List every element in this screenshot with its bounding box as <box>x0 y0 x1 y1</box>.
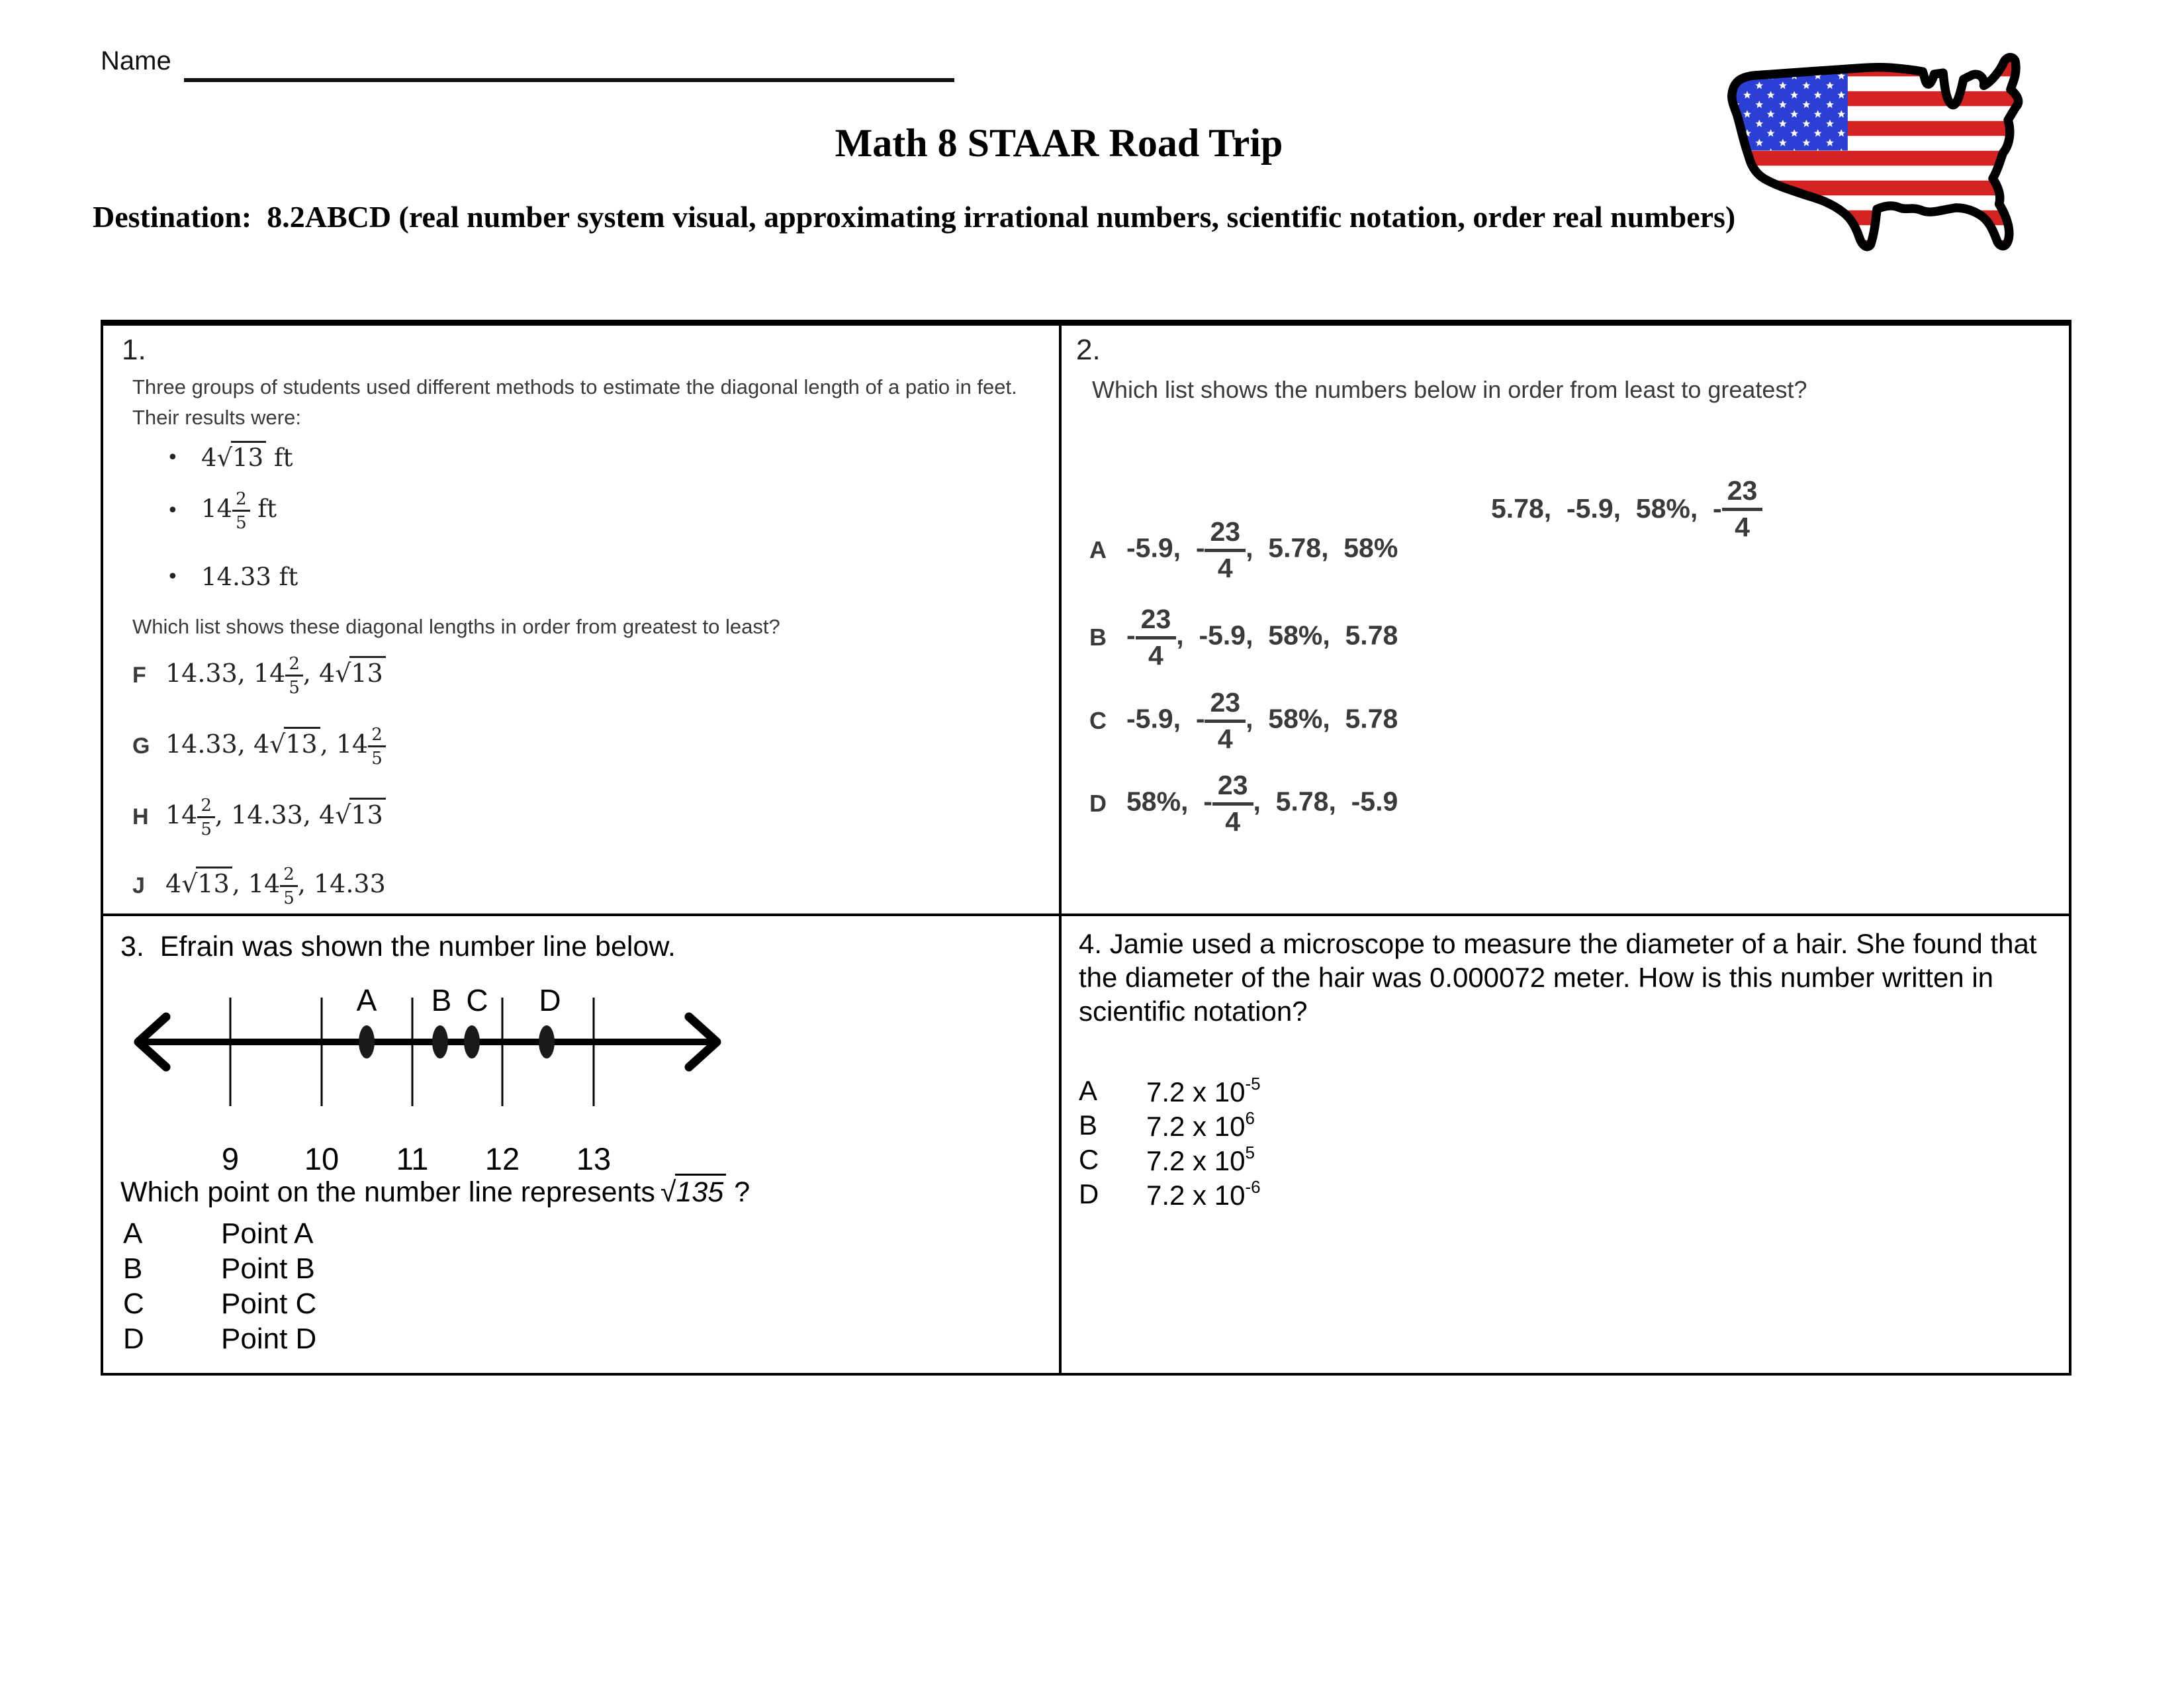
answer-option-B: B Point B <box>123 1252 315 1285</box>
questions-table <box>101 320 2071 1376</box>
bullet-item: • 4√13 ft <box>167 444 293 472</box>
answer-option-J: J 4√13 , 14 $\frac{2}{5}$ , 14.33 <box>132 865 386 908</box>
name-label: Name <box>101 46 171 75</box>
question-2-number: 2. <box>1076 334 1101 366</box>
question-4-text: 4. Jamie used a microscope to measure the diameter of a hair. She found that the diameter of the hair was 0.000072 meter. How is this number written in scientific notation? <box>1079 928 2037 1027</box>
answer-option-B: B - $\frac{23}{4}$ , -5.9, 58%, 5.78 <box>1089 604 1398 671</box>
question-3-question: Which point on the number line represents √135 ? <box>120 1176 750 1209</box>
answer-option-A: A Point A <box>123 1217 314 1250</box>
question-1-question: Which list shows these diagonal lengths in order from greatest to least? <box>132 615 780 638</box>
point-D-label: D <box>539 983 561 1017</box>
answer-option-A: A 7.2 x $10^{-5}$ <box>1079 1074 1261 1107</box>
answer-option-A: A -5.9, - $\frac{23}{4}$ , 5.78, 58% <box>1089 516 1398 583</box>
point-C-dot <box>464 1025 480 1058</box>
name-blank-line[interactable] <box>184 49 954 82</box>
bullet-icon: • <box>167 499 179 522</box>
point-C-label: C <box>466 983 488 1017</box>
answer-option-H: H 14 $\frac{2}{5}$ , 14.33, 4√13 <box>132 796 386 838</box>
tick-label-12: 12 <box>484 1141 520 1176</box>
answer-option-G: G 14.33, 4√13 , 14 $\frac{2}{5}$ <box>132 726 386 767</box>
question-2-given-list: 5.78, -5.9, 58%, - $\frac{23}{4}$ <box>1491 477 1762 541</box>
bullet-icon: • <box>167 565 179 588</box>
page-title: Math 8 STAAR Road Trip <box>835 121 1283 165</box>
question-1-stem: Three groups of students used different methods to estimate the diagonal length of a patio in feet. Their results were: <box>132 375 1017 429</box>
tick-label-9: 9 <box>221 1141 240 1176</box>
point-D-dot <box>539 1025 555 1058</box>
question-2-question: Which list shows the numbers below in order from least to greatest? <box>1092 376 1807 403</box>
answer-option-D: D 58%, - $\frac{23}{4}$ , 5.78, -5.9 <box>1089 770 1398 837</box>
point-B-label: B <box>431 983 452 1017</box>
tick-label-11: 11 <box>396 1141 429 1176</box>
question-2-cell <box>1062 326 2069 916</box>
answer-option-D: D 7.2 x $10^{-6}$ <box>1079 1177 1261 1211</box>
destination-text: Destination: 8.2ABCD (real number system visual, approximating irrational numbers, scientific notation, order real numbers) <box>93 200 1736 234</box>
tick-label-10: 10 <box>304 1141 340 1176</box>
tick-label-13: 13 <box>576 1141 612 1176</box>
answer-option-D: D Point D <box>123 1323 317 1355</box>
point-A-dot <box>359 1025 375 1058</box>
usa-flag-map-image <box>1713 42 2044 271</box>
answer-option-B: B 7.2 x $10^6$ <box>1079 1108 1255 1142</box>
answer-option-F: F 14.33, 14 $\frac{2}{5}$ , 4√13 <box>132 655 386 696</box>
question-3-cell <box>103 916 1062 1373</box>
question-3-heading: 3. Efrain was shown the number line below. <box>120 931 676 962</box>
answer-option-C: C -5.9, - $\frac{23}{4}$ , 58%, 5.78 <box>1089 687 1398 754</box>
answer-option-C: C 7.2 x $10^5$ <box>1079 1143 1255 1176</box>
point-B-dot <box>432 1025 448 1058</box>
question-1-number: 1. <box>122 334 146 366</box>
bullet-item: • 14 $\frac{2}{5}$ ft <box>167 489 277 533</box>
answer-option-C: C Point C <box>123 1288 317 1320</box>
point-A-label: A <box>356 983 377 1017</box>
question-4-cell <box>1062 916 2069 1373</box>
question-1-cell <box>103 326 1062 916</box>
bullet-item: • 14.33 ft <box>167 563 298 591</box>
bullet-icon: • <box>167 446 179 469</box>
number-line-figure <box>113 979 742 1178</box>
